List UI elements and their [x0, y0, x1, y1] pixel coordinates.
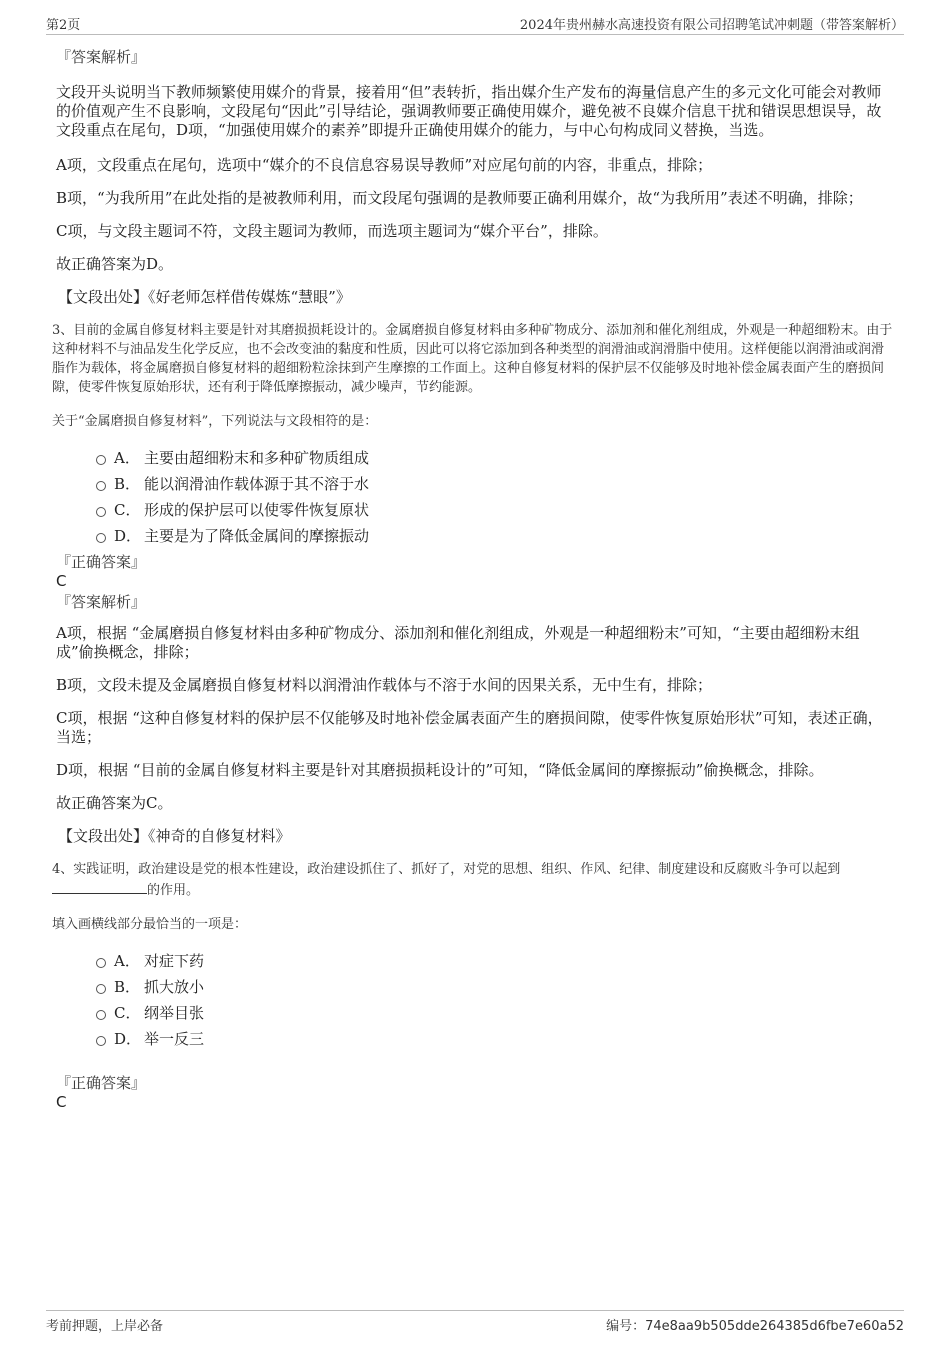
- radio-icon[interactable]: [96, 455, 106, 465]
- q3-answer-label: 『正确答案』: [56, 553, 147, 571]
- radio-icon[interactable]: [96, 958, 106, 968]
- document-title: 2024年贵州赫水高速投资有限公司招聘笔试冲刺题（带答案解析）: [519, 18, 904, 33]
- page-footer: [46, 1310, 904, 1334]
- q3-conclusion: 故正确答案为C。: [56, 794, 173, 812]
- q4-stem: [52, 860, 896, 900]
- q3-options: [56, 445, 896, 549]
- q4-prompt: 填入画横线部分最恰当的一项是：: [52, 917, 248, 932]
- footer-slogan: 考前押题，上岸必备: [46, 1319, 164, 1334]
- q3-analysis-c: C项，根据 “这种自修复材料的保护层不仅能够及时地补偿金属表面产生的磨损间隙，使零件恢复原始形状”可知，表述正确，当选；: [56, 709, 883, 746]
- q3-passage: 3、目前的金属自修复材料主要是针对其磨损损耗设计的。金属磨损自修复材料由多种矿物成分、添加剂和催化剂组成，外观是一种超细粉末。由于这种材料不与油品发生化学反应，也不会改变油的黏度和性质，因此可以将它添加到各种类型的润滑油或润滑脂中使用。这样便能以润滑油或润滑脂作为载体，将金属磨损自修复材料的超细粉粒涂抹到产生摩擦的工作面上。这种自修复材料的保护层不仅能够及时地补偿金属表面产生的磨损间隙，使零件恢复原始形状，还有利于降低摩擦振动，减少噪声，节约能源。: [52, 323, 893, 395]
- q3-option-a[interactable]: A． 主要由超细粉末和多种矿物质组成: [96, 445, 896, 471]
- q3-analysis-a: A项，根据 “金属磨损自修复材料由多种矿物成分、添加剂和催化剂组成，外观是一种超细粉末”可知，“主要由超细粉末组成”偷换概念，排除；: [56, 624, 860, 661]
- q2-analysis-a: A项，文段重点在尾句，选项中“媒介的不良信息容易误导教师”对应尾句前的内容，非重点，排除；: [56, 156, 713, 174]
- page-header: [46, 14, 904, 35]
- page-number: 第2页: [46, 18, 81, 33]
- q3-option-c[interactable]: C． 形成的保护层可以使零件恢复原状: [96, 497, 896, 523]
- q2-analysis-b: B项，“为我所用”在此处指的是被教师利用，而文段尾句强调的是教师要正确利用媒介，故“为我所用”表述不明确，排除；: [56, 189, 863, 207]
- q4-option-c[interactable]: C． 纲举目张: [96, 1000, 896, 1026]
- footer-code: [606, 1315, 904, 1334]
- footer-code-label: 编号：: [606, 1319, 646, 1334]
- q2-analysis-c: C项，与文段主题词不符，文段主题词为教师，而选项主题词为“媒介平台”，排除。: [56, 222, 608, 240]
- q4-answer-label: 『正确答案』: [56, 1074, 147, 1092]
- q2-source: 【文段出处】《好老师怎样借传媒炼“慧眼”》: [58, 288, 351, 306]
- radio-icon[interactable]: [96, 533, 106, 543]
- radio-icon[interactable]: [96, 1010, 106, 1020]
- q2-analysis-intro: 文段开头说明当下教师频繁使用媒介的背景，接着用“但”表转折，指出媒介生产发布的海量信息产生的多元文化可能会对教师的价值观产生不良影响，文段尾句“因此”引导结论，强调教师要正确使用媒介，避免被不良媒介信息干扰和错误思想误导，故文段重点在尾句，D项，“加强使用媒介的素养”即提升正确使用媒介的能力，与中心句构成同义替换，当选。: [56, 83, 882, 139]
- q4-stem-before: 4、实践证明，政治建设是党的根本性建设，政治建设抓住了、抓好了，对党的思想、组织、作风、纪律、制度建设和反腐败斗争可以起到: [52, 862, 841, 877]
- footer-code-value: 74e8aa9b505dde264385d6fbe7e60a52: [645, 1319, 904, 1334]
- q4-options: [56, 948, 896, 1052]
- q4-option-a[interactable]: A． 对症下药: [96, 948, 896, 974]
- q3-analysis-b: B项，文段未提及金属磨损自修复材料以润滑油作载体与不溶于水间的因果关系，无中生有，排除；: [56, 676, 713, 694]
- q4-option-b[interactable]: B． 抓大放小: [96, 974, 896, 1000]
- q3-analysis-d: D项，根据 “目前的金属自修复材料主要是针对其磨损损耗设计的”可知，“降低金属间的摩擦振动”偷换概念，排除。: [56, 761, 824, 779]
- q4-stem-after: 的作用。: [147, 883, 200, 898]
- q3-option-d[interactable]: D． 主要是为了降低金属间的摩擦振动: [96, 523, 896, 549]
- q3-option-b[interactable]: B． 能以润滑油作载体源于其不溶于水: [96, 471, 896, 497]
- radio-icon[interactable]: [96, 984, 106, 994]
- radio-icon[interactable]: [96, 481, 106, 491]
- q3-source: 【文段出处】《神奇的自修复材料》: [58, 827, 291, 845]
- radio-icon[interactable]: [96, 507, 106, 517]
- q2-conclusion: 故正确答案为D。: [56, 255, 174, 273]
- q3-analysis-label: 『答案解析』: [56, 593, 147, 611]
- q3-prompt: 关于“金属磨损自修复材料”，下列说法与文段相符的是：: [52, 414, 378, 429]
- page-content: [52, 44, 896, 1112]
- q4-answer: C: [56, 1093, 67, 1111]
- q3-answer: C: [56, 572, 67, 590]
- q4-blank: [52, 879, 147, 894]
- q4-option-d[interactable]: D． 举一反三: [96, 1026, 896, 1052]
- radio-icon[interactable]: [96, 1036, 106, 1046]
- q2-analysis-label: 『答案解析』: [56, 48, 147, 66]
